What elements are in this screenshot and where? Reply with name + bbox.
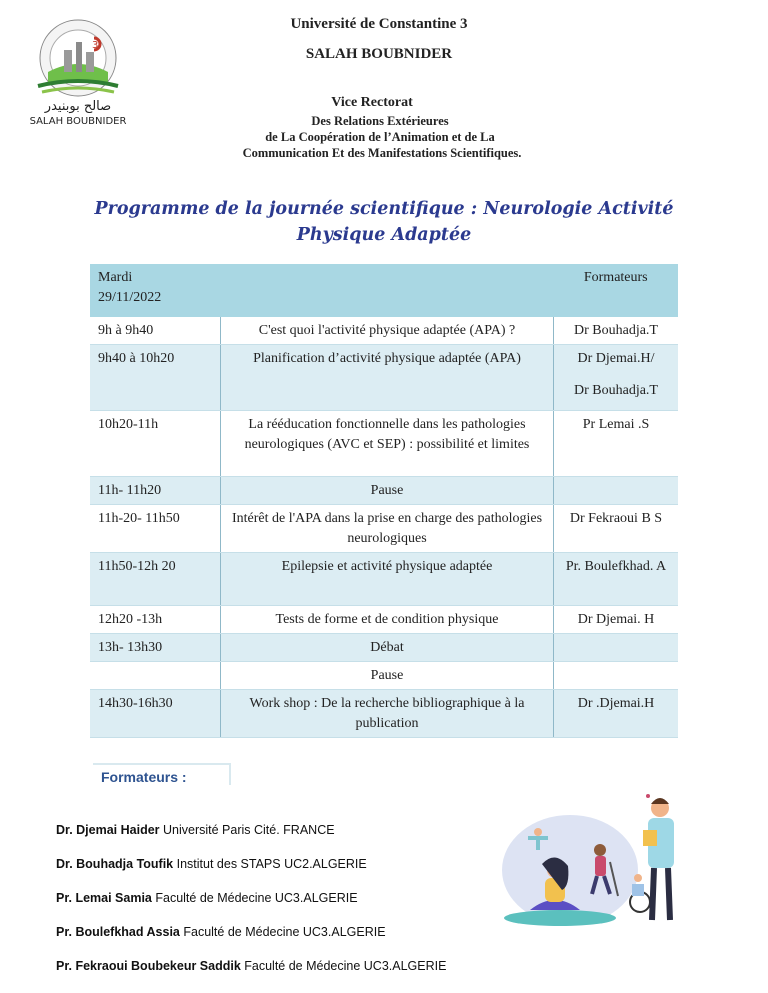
formateurs-label: Formateurs : bbox=[93, 763, 231, 785]
svg-text:SALAH BOUBNIDER: SALAH BOUBNIDER bbox=[29, 116, 127, 127]
university-name: Université de Constantine 3 bbox=[290, 16, 468, 32]
list-item: Pr. Lemai Samia Faculté de Médecine UC3.ALGERIE bbox=[56, 891, 358, 905]
table-row: 9h à 9h40 C'est quoi l'activité physique adaptée (APA) ? Dr Bouhadja.T bbox=[90, 317, 678, 345]
department-line-1: Des Relations Extérieures bbox=[311, 114, 449, 128]
list-item: Pr. Fekraoui Boubekeur Saddik Faculté de Médecine UC3.ALGERIE bbox=[56, 959, 447, 973]
table-row: 11h-20- 11h50 Intérêt de l'APA dans la prise en charge des pathologies neurologiques Dr Fekraoui B S bbox=[90, 505, 678, 553]
table-row: 13h- 13h30 Débat bbox=[90, 634, 678, 662]
svg-text:3: 3 bbox=[92, 40, 99, 51]
program-table bbox=[90, 264, 678, 738]
header-date: 29/11/2022 bbox=[98, 290, 162, 305]
table-row: 11h50-12h 20 Epilepsie et activité physique adaptée Pr. Boulefkhad. A bbox=[90, 553, 678, 606]
university-name-2: SALAH BOUBNIDER bbox=[305, 46, 453, 62]
list-item: Dr. Djemai Haider Université Paris Cité. FRANCE bbox=[56, 823, 335, 837]
table-row: 10h20-11h La rééducation fonctionnelle dans les pathologies neurologiques (AVC et SEP) : possibilité et limites Pr Lemai .S bbox=[90, 411, 678, 477]
header-day: Mardi bbox=[98, 270, 133, 285]
table-header-row bbox=[90, 264, 678, 317]
svg-text:صالح بوبنيدر: صالح بوبنيدر bbox=[44, 99, 112, 114]
adapted-activity-illustration bbox=[500, 790, 700, 930]
table-row: Pause bbox=[90, 662, 678, 690]
department-line-2: de La Coopération de l’Animation et de La bbox=[265, 130, 495, 144]
department-line-3: Communication Et des Manifestations Scientifiques. bbox=[242, 146, 522, 160]
table-row: 12h20 -13h Tests de forme et de condition physique Dr Djemai. H bbox=[90, 606, 678, 634]
header-formateurs: Formateurs bbox=[583, 270, 648, 285]
table-row: 14h30-16h30 Work shop : De la recherche bibliographique à la publication Dr .Djemai.H bbox=[90, 690, 678, 738]
vice-rectorat: Vice Rectorat bbox=[331, 95, 413, 110]
table-row: 9h40 à 10h20 Planification d’activité physique adaptée (APA) Dr Djemai.H/ Dr Bouhadja.T bbox=[90, 345, 678, 411]
page-title: Programme de la journée scientifique : Neurologie Activité Physique Adaptée bbox=[94, 199, 674, 245]
trainers-list bbox=[56, 820, 446, 990]
table-row: 11h- 11h20 Pause bbox=[90, 477, 678, 505]
list-item: Pr. Boulefkhad Assia Faculté de Médecine UC3.ALGERIE bbox=[56, 925, 386, 939]
list-item: Dr. Bouhadja Toufik Institut des STAPS UC2.ALGERIE bbox=[56, 857, 367, 871]
